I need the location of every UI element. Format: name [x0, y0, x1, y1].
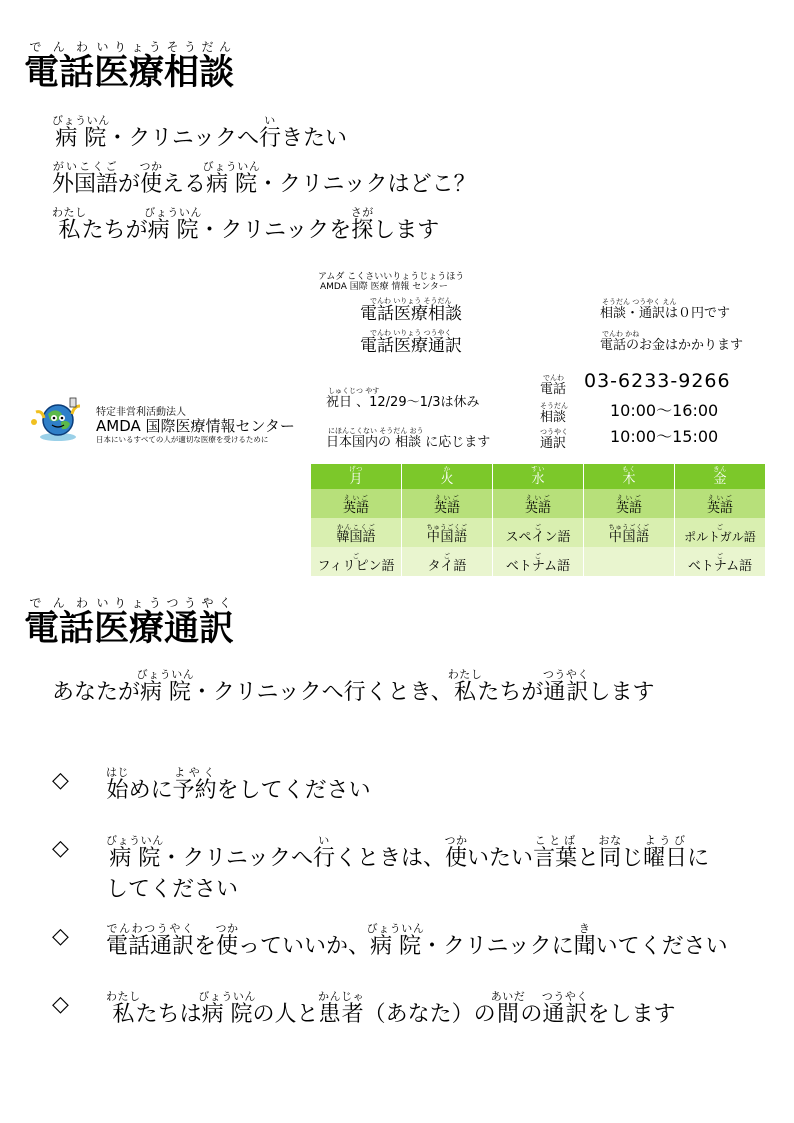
call-note: 電話のお金はかかります	[600, 338, 744, 353]
schedule-cell: 中国語ちゅうごくご	[402, 518, 493, 547]
call-note-ruby: でんわ かね	[602, 330, 640, 338]
fee-note-ruby: そうだん つうやく えん	[602, 298, 677, 306]
card-header-ruby: アムダ こくさいいりょうじょうほう	[318, 272, 465, 282]
interp-hours: 10:00～15:00	[610, 427, 719, 446]
day-fri: 金きん	[675, 464, 766, 489]
schedule-cell: 英語えいご	[311, 489, 402, 518]
schedule-cell: 英語えいご	[493, 489, 584, 518]
bullet-item-3: 電話通訳でんわつうやくを使つかっていいか、病院びょういん・クリニックに聞きいてください	[106, 922, 728, 959]
bullet-diamond-icon: ◇	[52, 836, 69, 861]
bullet-diamond-icon: ◇	[52, 768, 69, 793]
intro-line-1: 病院びょういん・クリニックへ行いきたい	[52, 114, 348, 151]
schedule-cell: ベトナム語ご	[675, 547, 766, 576]
amda-globe-logo	[28, 392, 88, 444]
schedule-cell	[584, 547, 675, 576]
service2: 電話医療通訳	[360, 336, 462, 356]
section2-body: あなたが病院びょういん・クリニックへ行くとき、私わたしたちが通訳つうやくします	[52, 668, 655, 705]
schedule-days-row	[311, 464, 766, 489]
schedule-cell: ポルトガル語ご	[675, 518, 766, 547]
day-thu: 木もく	[584, 464, 675, 489]
holiday-ruby: しゅくじつ やす	[328, 387, 380, 395]
interp-label-ruby: つうやく	[540, 428, 568, 436]
language-schedule-table	[310, 464, 766, 576]
section1-heading: 電話でんわ医療いりょう相談そうだん	[24, 40, 235, 93]
fee-note: 相談・通訳は０円です	[600, 306, 731, 321]
phone-label: 電話	[540, 382, 567, 397]
phone-label-ruby: でんわ	[543, 374, 564, 382]
interp-label: 通訳	[540, 436, 567, 451]
holiday-note: 祝日 、12/29～1/3は休み	[326, 395, 480, 410]
section2-heading: 電話でんわ医療いりょう通つう訳やく	[24, 596, 235, 649]
phone-number[interactable]: 03-6233-9266	[584, 370, 731, 392]
consult-label-ruby: そうだん	[540, 402, 568, 410]
schedule-row-3	[311, 547, 766, 576]
domestic-note: 日本国内の 相談 に応じます	[326, 435, 491, 450]
schedule-cell: スペイン語ご	[493, 518, 584, 547]
bullet-item-1: 始はじめに予約よやくをしてください	[106, 766, 371, 803]
schedule-cell: タイ語ご	[402, 547, 493, 576]
day-mon: 月げつ	[311, 464, 402, 489]
org-kind: 特定非営利活動法人	[96, 407, 186, 418]
service1: 電話医療相談	[360, 304, 462, 324]
bullet-diamond-icon: ◇	[52, 992, 69, 1017]
schedule-cell: 韓国語かんこくご	[311, 518, 402, 547]
service2-ruby: でんわ いりょう つうやく	[370, 329, 452, 337]
day-tue: 火か	[402, 464, 493, 489]
schedule-cell: 英語えいご	[675, 489, 766, 518]
intro-line-2: 外国語がいこくごが使つかえる病院びょういん・クリニックはどこ？	[52, 160, 476, 197]
service1-ruby: でんわ いりょう そうだん	[370, 297, 452, 305]
schedule-cell: 英語えいご	[402, 489, 493, 518]
day-wed: 水すい	[493, 464, 584, 489]
intro-line-3: 私わたしたちが病院びょういん・クリニックを探さがします	[52, 206, 440, 243]
bullet-item-2: 病院びょういん・クリニックへ行いくときは、使つかいたい言葉ことばと同おなじ曜日ようびに してください	[106, 834, 710, 902]
card-header: AMDA 国際 医療 情報 センター	[320, 282, 448, 292]
schedule-cell: 英語えいご	[584, 489, 675, 518]
org-name: AMDA 国際医療情報センター	[96, 417, 295, 435]
consult-label: 相談	[540, 410, 567, 425]
bullet-item-4: 私わたしたちは病院びょういんの人と患者かんじゃ（あなた）の間あいだの通訳つうやくをします	[106, 990, 676, 1027]
domestic-ruby: にほんこくない そうだん おう	[328, 427, 424, 435]
schedule-cell: ベトナム語ご	[493, 547, 584, 576]
bullet-diamond-icon: ◇	[52, 924, 69, 949]
consult-hours: 10:00～16:00	[610, 401, 719, 420]
schedule-cell: フィリピン語ご	[311, 547, 402, 576]
schedule-row-1	[311, 489, 766, 518]
schedule-row-2	[311, 518, 766, 547]
org-tagline: 日本にいるすべての人が適切な医療を受けるために	[96, 435, 269, 444]
schedule-cell: 中国語ちゅうごくご	[584, 518, 675, 547]
